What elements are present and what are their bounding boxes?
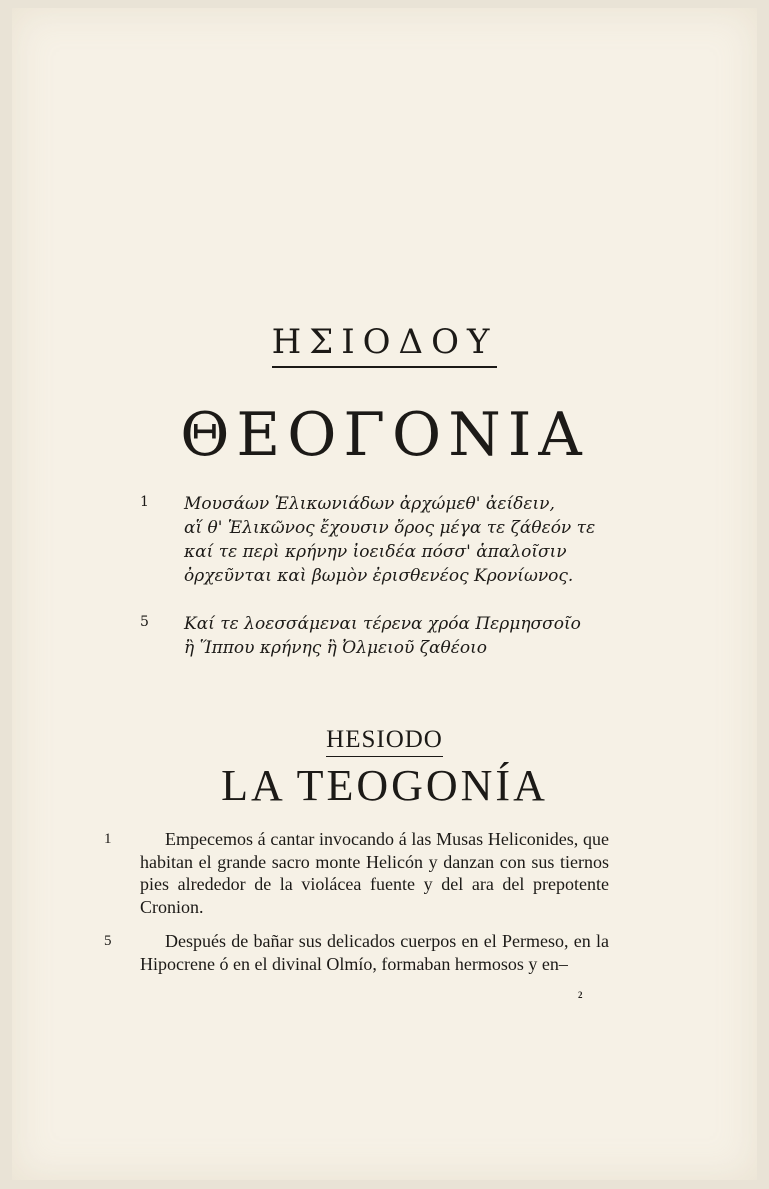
spanish-author: HESIODO [326,726,443,757]
greek-verse: αἵ θ' Ἑλικῶνος ἔχουσιν ὄρος μέγα τε ζάθεόν τε [184,518,596,538]
greek-verse: Καί τε λοεσσάμεναι τέρενα χρόα Περμησσοῖο [184,614,581,634]
greek-line [140,638,590,662]
greek-verse: καί τε περὶ κρήνην ἰοειδέα πόσσ' ἁπαλοῖσιν [184,542,567,562]
line-number: 1 [104,831,112,847]
paragraph-text: Empecemos á cantar invocando á las Musas Heliconides, que habitan el grande sacro monte Helicón y danzan con sus tiernos pies alrededor de la violácea fuente y del ara del prepotente Cronion. [140,829,609,917]
line-number: 5 [104,933,112,949]
greek-title: ΘΕΟΓΟΝΙΑ [180,400,589,470]
spanish-author-heading [0,726,769,757]
spanish-paragraph [104,930,609,975]
stanza-gap [140,590,590,614]
greek-author-heading [0,322,769,368]
greek-verse: Μουσάων Ἑλικωνιάδων ἀρχώμεθ' ἀείδειν, [184,494,555,514]
spanish-title: LA TEOGONÍA [221,761,548,810]
greek-line [140,542,590,566]
greek-line [140,494,590,518]
line-number: 1 [140,494,149,510]
spanish-paragraph [104,828,609,918]
greek-verse: ὀρχεῦνται καὶ βωμὸν ἐρισθενέος Κρονίωνος. [184,566,574,586]
line-number: 5 [140,614,149,630]
greek-text-block [140,494,596,662]
greek-author: ΗΣΙΟΔΟΥ [272,322,498,368]
signature-mark: 2 [578,990,583,1000]
greek-line [140,518,596,542]
greek-line [140,614,590,638]
paragraph-text: Después de bañar sus delicados cuerpos en el Permeso, en la Hipocrene ó en el divinal Olmío, formaban hermosos y en– [140,931,609,974]
greek-line [140,566,590,590]
spanish-text-block [104,828,609,975]
greek-verse: ἢ Ἵππου κρήνης ἢ Ὀλμειοῦ ζαθέοιο [184,638,487,658]
